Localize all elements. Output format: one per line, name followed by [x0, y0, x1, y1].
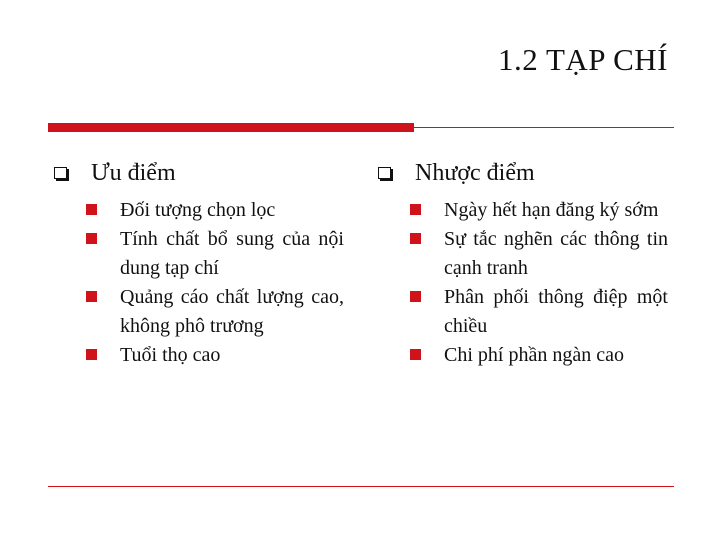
list-item — [392, 196, 668, 225]
list-item — [68, 283, 344, 341]
square-bullet-icon — [86, 349, 97, 360]
title-rule-thin — [414, 127, 674, 128]
list-item-text: Đối tượng chọn lọc — [120, 199, 276, 221]
list-item — [392, 341, 668, 370]
square-bullet-icon — [410, 204, 421, 215]
list-item — [392, 283, 668, 341]
disadvantages-heading — [376, 158, 668, 188]
list-item — [392, 225, 668, 283]
list-item — [68, 196, 344, 225]
square-bullet-icon — [86, 233, 97, 244]
checkbox-bullet-icon — [54, 167, 67, 179]
advantages-column — [52, 158, 344, 370]
slide-title: 1.2 TẠP CHÍ — [498, 42, 668, 77]
square-bullet-icon — [86, 204, 97, 215]
checkbox-bullet-icon — [378, 167, 391, 179]
advantages-heading — [52, 158, 344, 188]
square-bullet-icon — [410, 291, 421, 302]
list-item-text: Sự tắc nghẽn các thông tin cạnh tranh — [444, 228, 668, 279]
list-item-text: Ngày hết hạn đăng ký sớm — [444, 199, 659, 221]
list-item-text: Tính chất bổ sung của nội dung tạp chí — [120, 228, 344, 279]
square-bullet-icon — [410, 349, 421, 360]
list-item — [68, 225, 344, 283]
list-item-text: Phân phối thông điệp một chiều — [444, 286, 668, 337]
list-item — [68, 341, 344, 370]
advantages-heading-text: Ưu điểm — [91, 160, 176, 186]
list-item-text: Quảng cáo chất lượng cao, không phô trương — [120, 286, 344, 337]
bottom-rule — [48, 486, 674, 487]
square-bullet-icon — [410, 233, 421, 244]
disadvantages-column — [376, 158, 668, 370]
title-rule-thick — [48, 123, 414, 132]
advantages-list — [52, 196, 344, 370]
disadvantages-list — [376, 196, 668, 370]
list-item-text: Tuổi thọ cao — [120, 344, 221, 366]
square-bullet-icon — [86, 291, 97, 302]
list-item-text: Chi phí phần ngàn cao — [444, 344, 624, 366]
disadvantages-heading-text: Nhược điểm — [415, 160, 535, 186]
